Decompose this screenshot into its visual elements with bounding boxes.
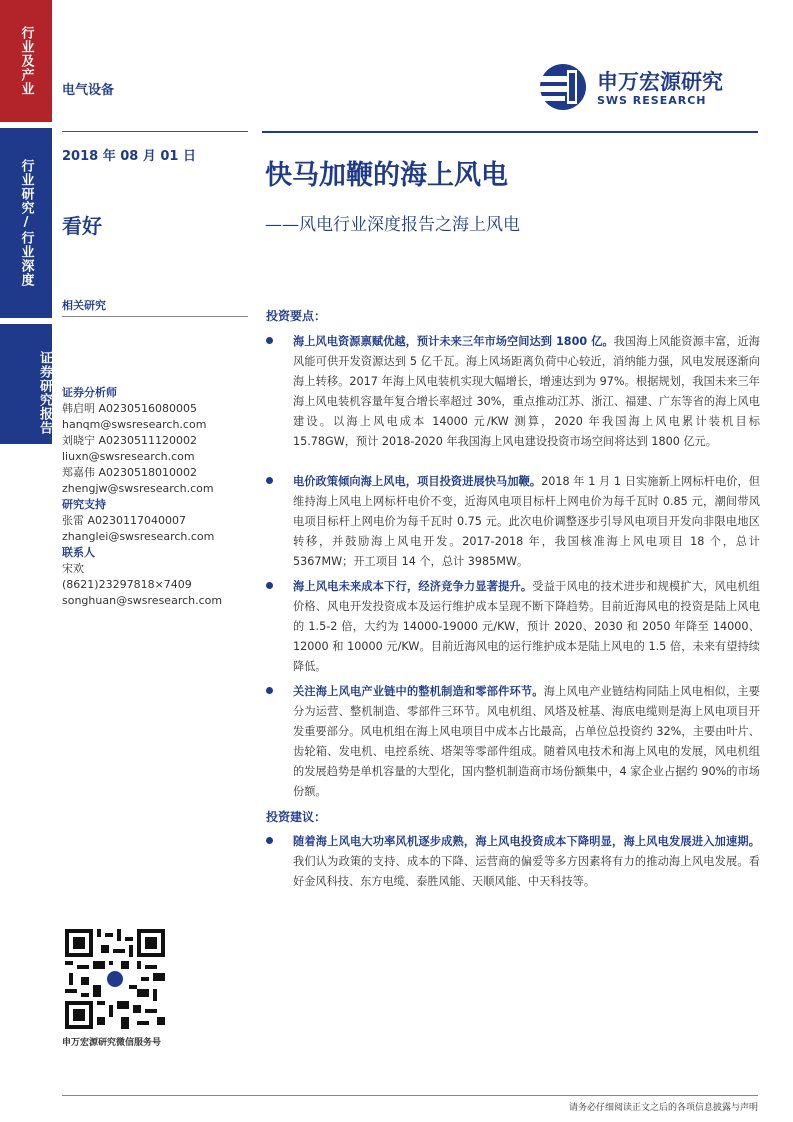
wechat-qr-code-icon[interactable] (65, 929, 165, 1029)
report-title: 快马加鞭的海上风电 (265, 160, 508, 191)
divider (262, 131, 758, 133)
rating: 看好 (62, 214, 102, 238)
contact-email[interactable]: songhuan@swsresearch.com (62, 594, 223, 607)
bullet-dot-icon (266, 837, 273, 844)
bullet-dot-icon (266, 582, 273, 589)
bullet-item (266, 577, 760, 677)
divider (62, 316, 248, 317)
report-subtitle: ——风电行业深度报告之海上风电 (265, 215, 520, 235)
contact-line: 张雷 A0230117040007 (62, 514, 187, 527)
bullet-lead: 电价政策倾向海上风电，项目投资进展快马加鞭。 (293, 475, 542, 488)
bullet-dot-icon (266, 687, 273, 694)
contact-heading: 研究支持 (62, 498, 106, 511)
bullet-lead: 海上风电资源禀赋优越，预计未来三年市场空间达到 1800 亿。 (293, 335, 614, 348)
bullet-body: 受益于风电的技术进步和规模扩大，风电机组价格、风电开发投资成本及运行维护成本呈现不断下降趋势。目前近海风电的投资是陆上风电的 1.5-2 倍，大约为 14000-19000 元/KW，预计 2020、2030 和 2050 年降至 14000、12000 和 10000 元/KW。目前近海风电的运行维护成本是陆上风电的 1.5 倍，未来有望持续降低。 (293, 580, 760, 673)
contact-phone: (8621)23297818×7409 (62, 578, 192, 591)
sws-logo (537, 62, 752, 112)
bullet-item (266, 332, 760, 452)
sector-label: 电气设备 (62, 83, 115, 98)
contact-heading: 证券分析师 (62, 386, 117, 399)
bullet-lead: 关注海上风电产业链中的整机制造和零部件环节。 (293, 685, 544, 698)
contact-heading: 联系人 (62, 546, 95, 559)
related-research-label: 相关研究 (62, 299, 106, 312)
advice-body: 我们认为政策的支持、成本的下降、运营商的偏爱等多方因素将有力的推动海上风电发展。看好金风科技、东方电缆、泰胜风能、天顺风能、中天科技等。 (293, 855, 760, 888)
report-date: 2018 年 08 月 01 日 (62, 149, 196, 164)
divider (62, 1095, 758, 1096)
invest-points-heading: 投资要点： (266, 309, 327, 323)
bullet-body: 海上风电产业链结构同陆上风电相似，主要分为运营、整机制造、零部件三环节。风电机组、风塔及桩基、海底电缆则是海上风电项目开发重要部分。风电机组在海上风电项目中成本占比最高，占单位总投资约 32%，主要由叶片、齿轮箱、发电机、电控系统、塔架等零部件组成。随着风电技术和海上风电的发展，风电机组的发展趋势是单机容量的大型化，国内整机制造商市场份额集中，4 家企业占据约 90%的市场份额。 (293, 685, 760, 798)
contact-line: 郑嘉伟 A0230518010002 (62, 466, 198, 479)
sws-logo-icon (537, 62, 591, 112)
bullet-item (266, 682, 760, 802)
invest-advice-heading: 投资建议： (266, 810, 327, 824)
side-tab-report-type: 行业研究/行业深度 (0, 128, 52, 318)
contact-email[interactable]: zhengjw@swsresearch.com (62, 482, 214, 495)
logo-english-name: SWS RESEARCH (597, 94, 707, 107)
advice-lead: 随着海上风电大功率风机逐步成熟，海上风电投资成本下降明显，海上风电发展进入加速期。 (293, 835, 760, 848)
bullet-item (266, 472, 760, 572)
divider (62, 131, 248, 132)
contact-line: 刘晓宁 A0230511120002 (62, 434, 198, 447)
disclaimer-footer: 请务必仔细阅读正文之后的各项信息披露与声明 (568, 1103, 758, 1113)
bullet-lead: 海上风电未来成本下行，经济竞争力显著提升。 (293, 580, 533, 593)
qr-caption: 申万宏源研究微信服务号 (62, 1038, 162, 1048)
bullet-dot-icon (266, 477, 273, 484)
contact-line: 宋欢 (62, 562, 84, 575)
contact-line: 韩启明 A0230516080005 (62, 402, 198, 415)
side-tab-securities-report: 证券研究报告 (0, 324, 52, 444)
contacts-block (62, 385, 252, 609)
bullet-body: 2018 年 1 月 1 日实施新上网标杆电价，但维持海上风电上网标杆电价不变，近海风电项目标杆上网电价为每千瓦时 0.85 元，潮间带风电项目标杆上网电价为每千瓦时 0.75 元。此次电价调整逐步引导风电项目开发向非限电地区转移，并鼓励海上风电开发。2017-2018 年，我国核准海上风电项目 18 个，总计 5367MW；开工项目 14 个，总计 3985MW。 (293, 475, 760, 568)
advice-item (266, 832, 760, 892)
bullet-body: 我国海上风能资源丰富，近海风能可供开发资源达到 5 亿千瓦。海上风场距离负荷中心较近，消纳能力强，风电发展逐渐向海上转移。2017 年海上风电装机实现大幅增长，增速达到为 97%。根据规划，我国未来三年海上风电装机容量年复合增长率超过 30%，重点推动江苏、浙江、福建、广东等省的海上风电建设。以海上风电成本 14000 元/KW 测算，2020 年我国海上风电累计装机目标 15.78GW，预计 2018-2020 年我国海上风电建设投资市场空间将达到 1800 亿元。 (293, 335, 760, 448)
bullet-dot-icon (266, 337, 273, 344)
side-tab-industry: 行业及产业 (0, 0, 52, 122)
contact-email[interactable]: hanqm@swsresearch.com (62, 418, 207, 431)
logo-chinese-name: 申万宏源研究 (597, 70, 723, 94)
contact-email[interactable]: zhanglei@swsresearch.com (62, 530, 215, 543)
contact-email[interactable]: liuxn@swsresearch.com (62, 450, 195, 463)
